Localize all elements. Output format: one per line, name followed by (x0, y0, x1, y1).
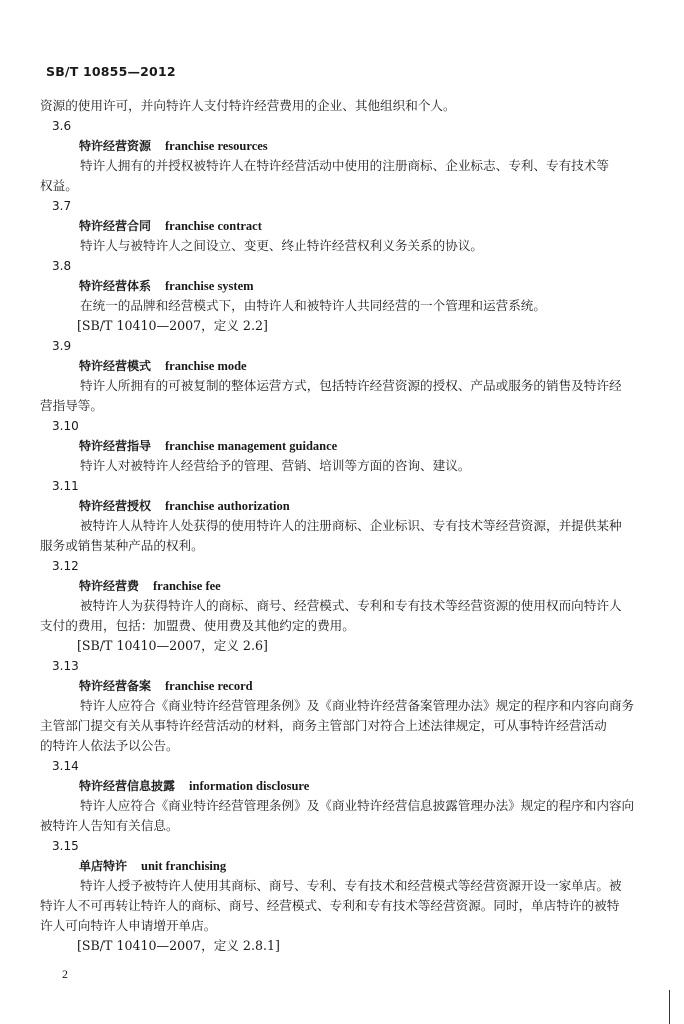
term-zh: 特许经营模式 (79, 359, 152, 373)
term-en: franchise resources (165, 139, 268, 153)
clause-number: 3.12 (52, 559, 79, 573)
term-heading (79, 276, 640, 296)
source-reference: [SB/T 10410—2007，定义 2.2] (77, 318, 268, 333)
paragraph-continuation: 特许人不可再转让特许人的商标、商号、经营模式、专利和专有技术等经营资源。同时，单店特许的被特 (40, 898, 620, 913)
term-en: franchise management guidance (165, 439, 338, 453)
term-zh: 特许经营指导 (79, 439, 152, 453)
term-en: franchise mode (165, 359, 247, 373)
term-zh: 特许经营费 (79, 579, 140, 593)
term-en: franchise contract (165, 219, 262, 233)
term-zh: 特许经营备案 (79, 679, 152, 693)
paragraph-continuation: 资源的使用许可，并向特许人支付特许经营费用的企业、其他组织和个人。 (40, 98, 456, 113)
term-heading (79, 216, 640, 236)
source-reference: [SB/T 10410—2007，定义 2.6] (77, 638, 268, 653)
clause-number: 3.15 (52, 839, 79, 853)
page-number: 2 (62, 967, 68, 981)
paragraph-continuation: 的特许人依法予以公告。 (40, 738, 179, 753)
clause-number: 3.9 (52, 339, 72, 353)
clause-number: 3.6 (52, 119, 72, 133)
paragraph-continuation: 权益。 (40, 178, 78, 193)
term-zh: 特许经营授权 (79, 499, 152, 513)
document-code-header: SB/T 10855—2012 (46, 64, 176, 79)
definition-paragraph: 特许人拥有的并授权被特许人在特许经营活动中使用的注册商标、企业标志、专利、专有技术等 (80, 158, 609, 173)
definition-paragraph: 特许人应符合《商业特许经营管理条例》及《商业特许经营信息披露管理办法》规定的程序和内容向 (80, 798, 635, 813)
term-heading (79, 576, 640, 596)
term-heading (79, 496, 640, 516)
definition-paragraph: 在统一的品牌和经营模式下，由特许人和被特许人共同经营的一个管理和运营系统。 (80, 298, 546, 313)
definition-paragraph: 特许人授予被特许人使用其商标、商号、专利、专有技术和经营模式等经营资源开设一家单店。被 (80, 878, 622, 893)
source-reference: [SB/T 10410—2007，定义 2.8.1] (77, 938, 280, 953)
definition-paragraph: 特许人对被特许人经营给予的管理、营销、培训等方面的咨询、建议。 (80, 458, 471, 473)
paragraph-continuation: 营指导等。 (40, 398, 103, 413)
term-zh: 单店特许 (79, 859, 128, 873)
term-zh: 特许经营合同 (79, 219, 152, 233)
term-heading (79, 776, 640, 796)
clause-number: 3.8 (52, 259, 72, 273)
definition-paragraph: 被特许人从特许人处获得的使用特许人的注册商标、企业标识、专有技术等经营资源，并提供某种 (80, 518, 622, 533)
term-heading (79, 436, 640, 456)
term-heading (79, 356, 640, 376)
paragraph-continuation: 被特许人告知有关信息。 (40, 818, 179, 833)
term-en: franchise record (165, 679, 253, 693)
term-heading (79, 676, 640, 696)
scan-edge-line (669, 990, 670, 1024)
term-en: franchise fee (153, 579, 221, 593)
term-heading (79, 856, 640, 876)
paragraph-continuation: 许人可向特许人申请增开单店。 (40, 918, 217, 933)
definition-paragraph: 特许人与被特许人之间设立、变更、终止特许经营权利义务关系的协议。 (80, 238, 483, 253)
term-heading (79, 136, 640, 156)
clause-number: 3.11 (52, 479, 79, 493)
term-zh: 特许经营体系 (79, 279, 152, 293)
term-zh: 特许经营资源 (79, 139, 152, 153)
term-en: franchise system (165, 279, 254, 293)
definition-paragraph: 特许人所拥有的可被复制的整体运营方式，包括特许经营资源的授权、产品或服务的销售及特许经 (80, 378, 622, 393)
term-en: franchise authorization (165, 499, 290, 513)
paragraph-continuation: 服务或销售某种产品的权利。 (40, 538, 204, 553)
paragraph-continuation: 主管部门提交有关从事特许经营活动的材料，商务主管部门对符合上述法律规定，可从事特许经营活动 (40, 718, 607, 733)
clause-number: 3.13 (52, 659, 79, 673)
clause-number: 3.7 (52, 199, 72, 213)
term-en: unit franchising (141, 859, 227, 873)
clause-number: 3.14 (52, 759, 79, 773)
definition-paragraph: 特许人应符合《商业特许经营管理条例》及《商业特许经营备案管理办法》规定的程序和内容向商务 (80, 698, 635, 713)
clause-number: 3.10 (52, 419, 79, 433)
paragraph-continuation: 支付的费用，包括：加盟费、使用费及其他约定的费用。 (40, 618, 355, 633)
definition-paragraph: 被特许人为获得特许人的商标、商号、经营模式、专利和专有技术等经营资源的使用权而向特许人 (80, 598, 622, 613)
term-zh: 特许经营信息披露 (79, 779, 176, 793)
term-en: information disclosure (189, 779, 310, 793)
document-body (40, 96, 640, 956)
